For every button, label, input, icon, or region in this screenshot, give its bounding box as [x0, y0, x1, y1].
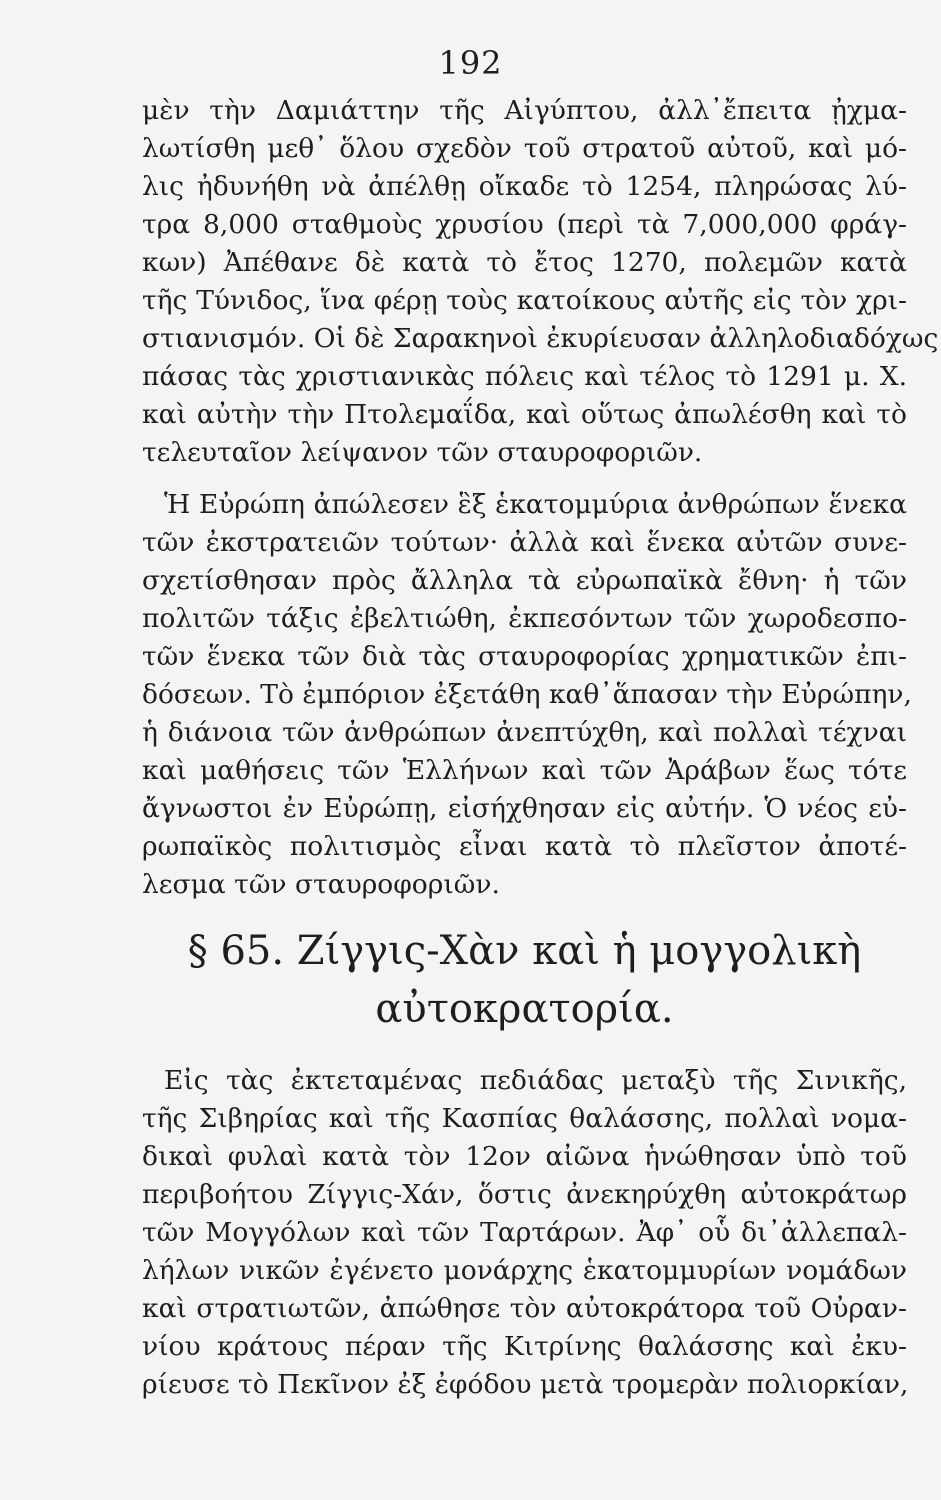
- text-line: περιβοήτου Ζίγγις-Χάν, ὅστις ἀνεκηρύχθη αὐτοκράτωρ: [142, 1179, 907, 1210]
- text-line: λεσμα τῶν σταυροφοριῶν.: [142, 869, 500, 900]
- text-line: νίου κράτους πέραν τῆς Κιτρίνης θαλάσσης καὶ ἐκυ-: [142, 1331, 907, 1362]
- text-line: τῆς Σιβηρίας καὶ τῆς Κασπίας θαλάσσης, πολλαὶ νομα-: [142, 1103, 907, 1134]
- text-line: τῶν ἐκστρατειῶν τούτων· ἀλλὰ καὶ ἕνεκα αὐτῶν συνε-: [142, 527, 907, 558]
- section-heading-line-2: αὐτοκρατορία.: [375, 986, 674, 1032]
- text-line: πάσας τὰς χριστιανικὰς πόλεις καὶ τέλος τὸ 1291 μ. Χ.: [142, 361, 907, 392]
- text-line: τῶν Μογγόλων καὶ τῶν Ταρτάρων. Ἀφ᾽ οὗ δι᾽ἀλλεπαλ-: [142, 1217, 907, 1248]
- text-line: τελευταῖον λείψανον τῶν σταυροφοριῶν.: [142, 437, 703, 468]
- paragraph-3: [142, 1062, 907, 1404]
- text-line: δόσεων. Τὸ ἐμπόριον ἐξετάθη καθ᾽ἅπασαν τὴν Εὐρώπην,: [142, 679, 912, 710]
- text-line: ἄγνωστοι ἐν Εὐρώπῃ, εἰσήχθησαν εἰς αὐτήν. Ὁ νέος εὐ-: [142, 793, 907, 824]
- text-line: ρίευσε τὸ Πεκῖνον ἐξ ἐφόδου μετὰ τρομερὰν πολιορκίαν,: [142, 1369, 909, 1400]
- paragraph-1: [142, 92, 939, 472]
- paragraph-2: [142, 486, 912, 904]
- text-line: κων) Ἀπέθανε δὲ κατὰ τὸ ἔτος 1270, πολεμῶν κατὰ: [142, 247, 907, 278]
- text-line: καὶ μαθήσεις τῶν Ἑλλήνων καὶ τῶν Ἀράβων ἕως τότε: [142, 755, 907, 786]
- text-line: ἡ διάνοια τῶν ἀνθρώπων ἀνεπτύχθη, καὶ πολλαὶ τέχναι: [142, 717, 907, 748]
- text-line: τρα 8,000 σταθμοὺς χρυσίου (περὶ τὰ 7,000,000 φράγ-: [142, 209, 907, 240]
- text-line: τῶν ἕνεκα τῶν διὰ τὰς σταυροφορίας χρηματικῶν ἐπι-: [142, 641, 907, 672]
- text-line: λωτίσθη μεθ᾽ ὅλου σχεδὸν τοῦ στρατοῦ αὐτοῦ, καὶ μό-: [142, 133, 907, 164]
- text-line: Ἡ Εὐρώπη ἀπώλεσεν ἓξ ἑκατομμύρια ἀνθρώπων ἕνεκα: [164, 489, 907, 520]
- section-heading: [142, 922, 907, 1038]
- text-line: τῆς Τύνιδος, ἵνα φέρῃ τοὺς κατοίκους αὐτῆς εἰς τὸν χρι-: [142, 285, 907, 316]
- text-line: Εἰς τὰς ἐκτεταμένας πεδιάδας μεταξὺ τῆς Σινικῆς,: [164, 1065, 907, 1096]
- text-line: στιανισμόν. Οἱ δὲ Σαρακηνοὶ ἐκυρίευσαν ἀλληλοδιαδόχως: [142, 323, 939, 354]
- text-line: καὶ αὐτὴν τὴν Πτολεμαΐδα, καὶ οὕτως ἀπωλέσθη καὶ τὸ: [142, 399, 907, 430]
- text-line: μὲν τὴν Δαμιάττην τῆς Αἰγύπτου, ἀλλ᾽ἔπειτα ᾐχμα-: [142, 95, 907, 126]
- text-line: λήλων νικῶν ἐγένετο μονάρχης ἑκατομμυρίων νομάδων: [142, 1255, 907, 1286]
- text-line: ρωπαϊκὸς πολιτισμὸς εἶναι κατὰ τὸ πλεῖστον ἀποτέ-: [142, 831, 907, 862]
- section-heading-line-1: § 65. Ζίγγις-Χὰν καὶ ἡ μογγολικὴ: [187, 928, 862, 974]
- page-number: 192: [438, 44, 503, 82]
- text-line: σχετίσθησαν πρὸς ἄλληλα τὰ εὐρωπαϊκὰ ἔθνη· ἡ τῶν: [142, 565, 907, 596]
- text-line: καὶ στρατιωτῶν, ἀπώθησε τὸν αὐτοκράτορα τοῦ Οὐραν-: [142, 1293, 907, 1324]
- text-line: πολιτῶν τάξις ἐβελτιώθη, ἐκπεσόντων τῶν χωροδεσπο-: [142, 603, 907, 634]
- text-line: λις ἠδυνήθη νὰ ἀπέλθῃ οἴκαδε τὸ 1254, πληρώσας λύ-: [142, 171, 907, 202]
- text-line: δικαὶ φυλαὶ κατὰ τὸν 12ον αἰῶνα ἡνώθησαν ὑπὸ τοῦ: [142, 1141, 907, 1172]
